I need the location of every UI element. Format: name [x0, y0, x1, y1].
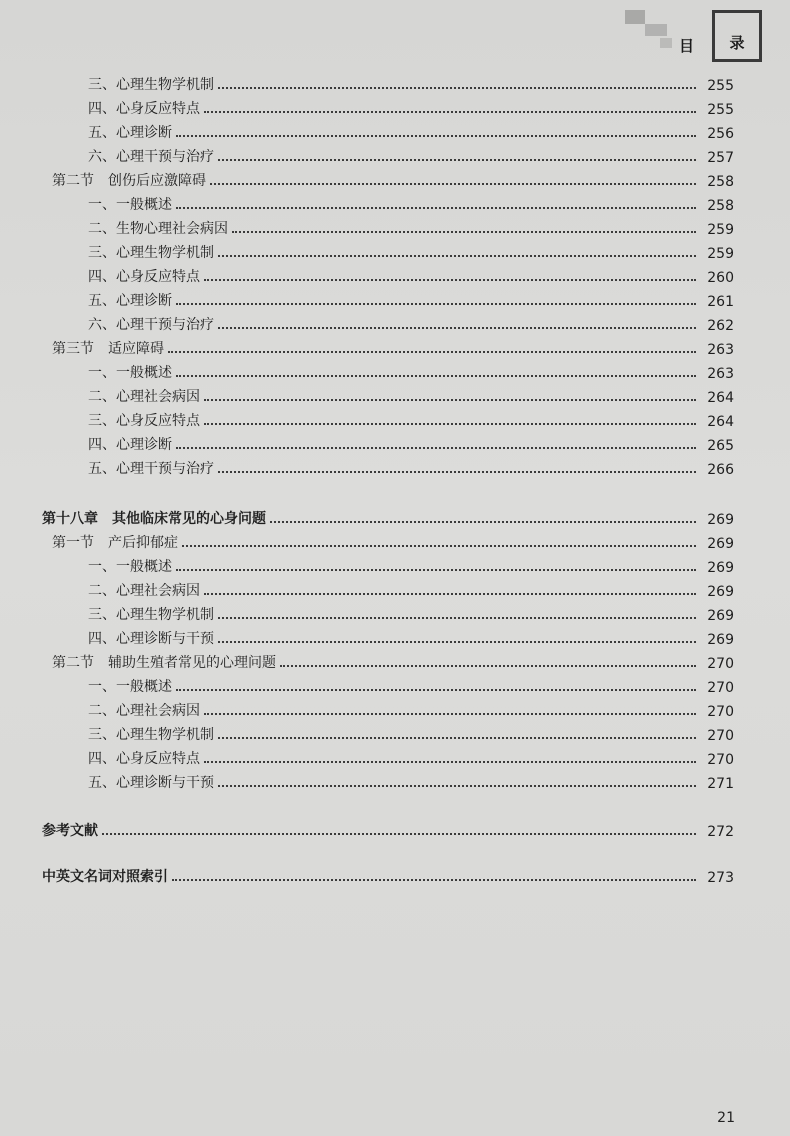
- dot-leader: [168, 351, 696, 353]
- toc-item-row: [0, 72, 790, 94]
- dot-leader: [218, 617, 696, 619]
- dot-leader: [182, 545, 696, 547]
- dot-leader: [280, 665, 696, 667]
- dot-leader: [176, 447, 696, 449]
- toc-entry-page: 255: [707, 78, 734, 94]
- dot-leader: [204, 279, 696, 281]
- toc-entry-title: 二、心理社会病因: [88, 389, 200, 405]
- toc-entry-page: 270: [707, 752, 734, 768]
- toc-entry-title: 四、心身反应特点: [88, 751, 200, 767]
- toc-entry-title: 一、一般概述: [88, 559, 172, 575]
- header-decoration-square: [625, 10, 645, 24]
- toc-item-row: [0, 408, 790, 430]
- toc-item-row: [0, 770, 790, 792]
- toc-entry-page: 270: [707, 728, 734, 744]
- dot-leader: [204, 111, 696, 113]
- toc-entry-title: 四、心身反应特点: [88, 101, 200, 117]
- toc-item-row: [0, 264, 790, 286]
- toc-entry-page: 258: [707, 174, 734, 190]
- page-number: 21: [717, 1110, 735, 1126]
- dot-leader: [172, 879, 696, 881]
- dot-leader: [218, 737, 696, 739]
- toc-entry-title: 三、心理生物学机制: [88, 607, 214, 623]
- toc-entry-title: 四、心理诊断与干预: [88, 631, 214, 647]
- toc-entry-page: 269: [707, 560, 734, 576]
- toc-entry-page: 265: [707, 438, 734, 454]
- toc-item-row: [0, 746, 790, 768]
- dot-leader: [176, 375, 696, 377]
- dot-leader: [218, 327, 696, 329]
- toc-entry-page: 269: [707, 584, 734, 600]
- toc-entry-title: 第十八章 其他临床常见的心身问题: [42, 511, 266, 527]
- dot-leader: [232, 231, 696, 233]
- toc-entry-title: 四、心理诊断: [88, 437, 172, 453]
- toc-entry-page: 271: [707, 776, 734, 792]
- dot-leader: [204, 713, 696, 715]
- toc-item-row: [0, 578, 790, 600]
- toc-entry-page: 269: [707, 512, 734, 528]
- toc-entry-page: 256: [707, 126, 734, 142]
- toc-chapter-row: [0, 864, 790, 886]
- dot-leader: [218, 159, 696, 161]
- toc-entry-title: 三、心理生物学机制: [88, 77, 214, 93]
- toc-entry-page: 257: [707, 150, 734, 166]
- toc-item-row: [0, 384, 790, 406]
- toc-entry-title: 四、心身反应特点: [88, 269, 200, 285]
- header-label: 目: [679, 37, 697, 55]
- toc-entry-page: 270: [707, 656, 734, 672]
- toc-entry-title: 三、心理生物学机制: [88, 727, 214, 743]
- toc-entry-title: 二、心理社会病因: [88, 583, 200, 599]
- toc-item-row: [0, 432, 790, 454]
- toc-entry-page: 263: [707, 342, 734, 358]
- toc-item-row: [0, 288, 790, 310]
- toc-item-row: [0, 144, 790, 166]
- toc-entry-title: 第三节 适应障碍: [52, 341, 164, 357]
- toc-entry-page: 269: [707, 632, 734, 648]
- toc-entry-title: 五、心理诊断与干预: [88, 775, 214, 791]
- dot-leader: [204, 593, 696, 595]
- toc-item-row: [0, 698, 790, 720]
- toc-entry-title: 二、生物心理社会病因: [88, 221, 228, 237]
- toc-entry-page: 272: [707, 824, 734, 840]
- toc-section-row: [0, 650, 790, 672]
- toc-entry-page: 259: [707, 246, 734, 262]
- dot-leader: [204, 423, 696, 425]
- toc-item-row: [0, 602, 790, 624]
- toc-entry-title: 五、心理干预与治疗: [88, 461, 214, 477]
- toc-entry-page: 261: [707, 294, 734, 310]
- toc-item-row: [0, 96, 790, 118]
- dot-leader: [176, 135, 696, 137]
- toc-entry-page: 270: [707, 680, 734, 696]
- toc-item-row: [0, 360, 790, 382]
- toc-entry-title: 一、一般概述: [88, 365, 172, 381]
- toc-item-row: [0, 312, 790, 334]
- toc-item-row: [0, 626, 790, 648]
- header-decoration-square: [660, 38, 672, 48]
- dot-leader: [176, 303, 696, 305]
- dot-leader: [218, 255, 696, 257]
- toc-entry-title: 五、心理诊断: [88, 125, 172, 141]
- toc-entry-title: 第二节 创伤后应激障碍: [52, 173, 206, 189]
- toc-item-row: [0, 240, 790, 262]
- toc-entry-title: 一、一般概述: [88, 197, 172, 213]
- section-tab-label: 录: [729, 34, 745, 52]
- toc-entry-title: 第二节 辅助生殖者常见的心理问题: [52, 655, 276, 671]
- toc-item-row: [0, 216, 790, 238]
- toc-section-row: [0, 336, 790, 358]
- dot-leader: [218, 641, 696, 643]
- toc-entry-page: 270: [707, 704, 734, 720]
- toc-entry-title: 中英文名词对照索引: [42, 869, 168, 885]
- toc-item-row: [0, 554, 790, 576]
- toc-section-row: [0, 168, 790, 190]
- toc-entry-title: 三、心身反应特点: [88, 413, 200, 429]
- toc-entry-title: 六、心理干预与治疗: [88, 317, 214, 333]
- toc-section-row: [0, 530, 790, 552]
- toc-entry-title: 三、心理生物学机制: [88, 245, 214, 261]
- dot-leader: [102, 833, 696, 835]
- toc-entry-page: 269: [707, 608, 734, 624]
- dot-leader: [218, 785, 696, 787]
- dot-leader: [204, 761, 696, 763]
- dot-leader: [176, 689, 696, 691]
- toc-chapter-row: [0, 506, 790, 528]
- toc-entry-page: 273: [707, 870, 734, 886]
- header-decoration-square: [645, 24, 667, 36]
- toc-entry-page: 263: [707, 366, 734, 382]
- toc-entry-page: 266: [707, 462, 734, 478]
- toc-entry-title: 参考文献: [42, 823, 98, 839]
- dot-leader: [218, 87, 696, 89]
- toc-entry-title: 二、心理社会病因: [88, 703, 200, 719]
- toc-chapter-row: [0, 818, 790, 840]
- dot-leader: [210, 183, 696, 185]
- toc-entry-page: 269: [707, 536, 734, 552]
- dot-leader: [218, 471, 696, 473]
- toc-item-row: [0, 674, 790, 696]
- toc-entry-title: 六、心理干预与治疗: [88, 149, 214, 165]
- dot-leader: [176, 569, 696, 571]
- toc-entry-page: 259: [707, 222, 734, 238]
- toc-entry-page: 264: [707, 390, 734, 406]
- toc-item-row: [0, 192, 790, 214]
- toc-item-row: [0, 120, 790, 142]
- toc-entry-title: 五、心理诊断: [88, 293, 172, 309]
- toc-entry-page: 258: [707, 198, 734, 214]
- toc-entry-page: 260: [707, 270, 734, 286]
- toc-entry-title: 第一节 产后抑郁症: [52, 535, 178, 551]
- toc-entry-title: 一、一般概述: [88, 679, 172, 695]
- toc-entry-page: 264: [707, 414, 734, 430]
- toc-item-row: [0, 722, 790, 744]
- toc-entry-page: 255: [707, 102, 734, 118]
- dot-leader: [204, 399, 696, 401]
- dot-leader: [270, 521, 696, 523]
- toc-entry-page: 262: [707, 318, 734, 334]
- dot-leader: [176, 207, 696, 209]
- toc-item-row: [0, 456, 790, 478]
- section-tab: [712, 10, 762, 62]
